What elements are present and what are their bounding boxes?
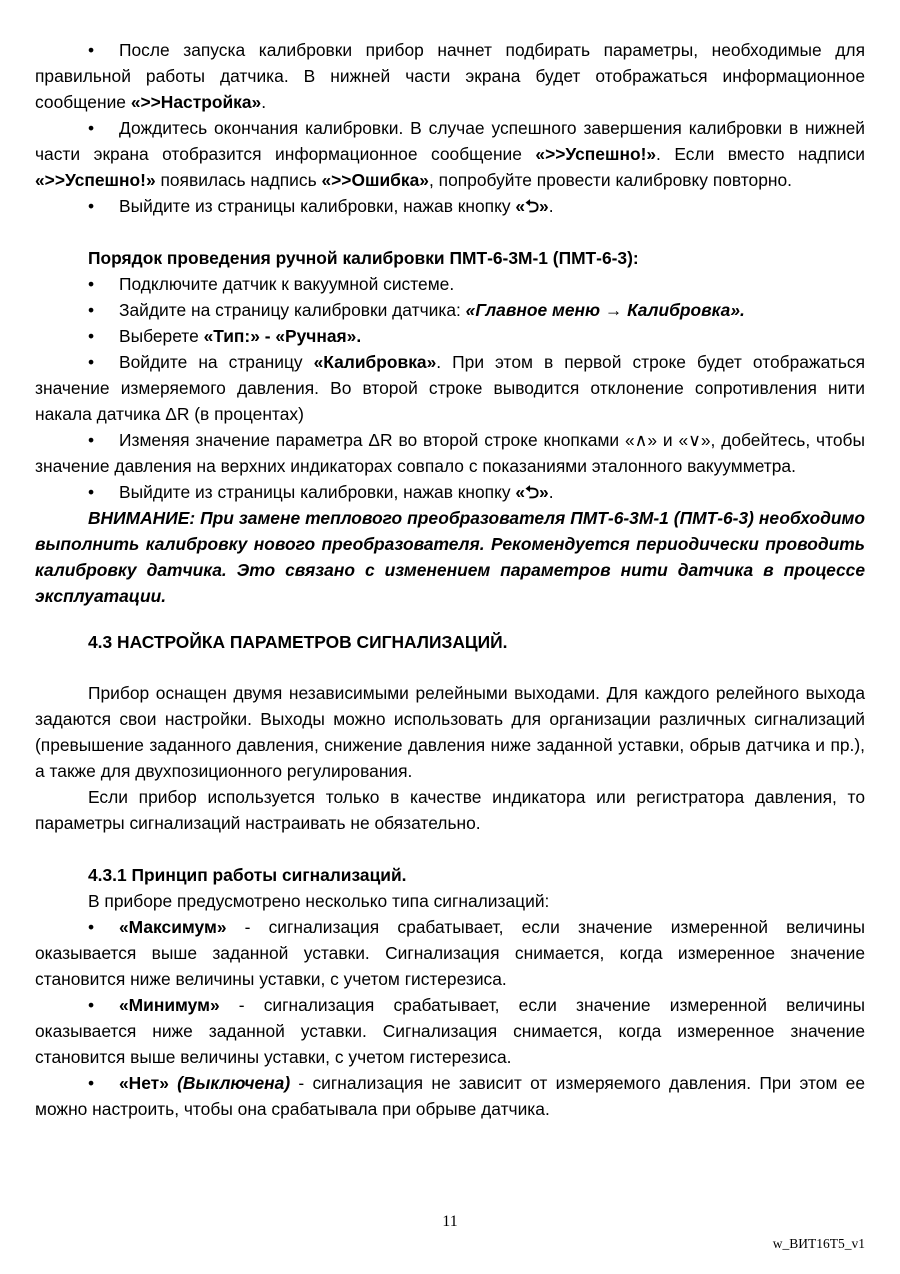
bullet-dot: •	[88, 1073, 95, 1093]
alarm-types-intro: В приборе предусмотрено несколько типа сигнализаций:	[88, 891, 550, 911]
bullet-dot: •	[88, 196, 95, 216]
page-number: 11	[442, 1213, 458, 1230]
calibration-bullet-start: • После запуска калибровки прибор начнет подбирать параметры, необходимые для правильной работы датчика. В нижней части экрана будет отображаться информационное сообщение «>>Настройка».	[35, 37, 865, 115]
bullet-dot: •	[88, 40, 95, 60]
manual-step-select-type: • Выберете «Тип:» - «Ручная».	[35, 323, 865, 349]
document-page	[35, 37, 865, 1122]
calibration-bullet-exit: • Выйдите из страницы калибровки, нажав кнопку «⮌».	[35, 193, 865, 219]
bullet-dot: •	[88, 274, 95, 294]
section-4-3-heading: 4.3 НАСТРОЙКА ПАРАМЕТРОВ СИГНАЛИЗАЦИЙ.	[88, 632, 508, 652]
bullet-dot: •	[88, 326, 95, 346]
alarm-type-maximum: • «Максимум» - сигнализация срабатывает, если значение измеренной величины оказывается выше заданной уставки. Сигнализация снимается, когда измеренное значение становится ниже величины уставки, с учетом гистерезиса.	[35, 914, 865, 992]
bullet-dot: •	[88, 300, 95, 320]
manual-calibration-heading: Порядок проведения ручной калибровки ПМТ-6-3М-1 (ПМТ-6-3):	[88, 248, 639, 268]
bullet-dot: •	[88, 118, 95, 138]
bullet-dot: •	[88, 482, 95, 502]
bullet-dot: •	[88, 430, 95, 450]
back-icon: «⮌»	[515, 482, 549, 502]
back-icon: «⮌»	[515, 196, 549, 216]
document-footer-code: w_ВИТ16Т5_v1	[772, 1236, 865, 1251]
calibration-bullet-wait: • Дождитесь окончания калибровки. В случае успешного завершения калибровки в нижней части экрана отобразится информационное сообщение «>>Успешно!». Если вместо надписи «>>Успешно!» появилась надпись «>>Ошибка», попробуйте провести калибровку повторно.	[35, 115, 865, 193]
manual-step-open-page: • Зайдите на страницу калибровки датчика: «Главное меню → Калибровка».	[35, 297, 865, 323]
alarm-type-minimum: • «Минимум» - сигнализация срабатывает, если значение измеренной величины оказывается ниже заданной уставки. Сигнализация снимается, когда измеренное значение становится выше величины уставки, с учетом гистерезиса.	[35, 992, 865, 1070]
alarm-type-none: • «Нет» (Выключена) - сигнализация не зависит от измеряемого давления. При этом ее можно настроить, чтобы она срабатывала при обрыве датчика.	[35, 1070, 865, 1122]
manual-step-enter-page: • Войдите на страницу «Калибровка». При этом в первой строке будет отображаться значение измеряемого давления. Во второй строке выводится отклонение сопротивления нити накала датчика ΔR (в процентах)	[35, 349, 865, 427]
bullet-dot: •	[88, 352, 95, 372]
relay-outputs-paragraph: Прибор оснащен двумя независимыми релейными выходами. Для каждого релейного выхода задаются свои настройки. Выходы можно использовать для организации различных сигнализаций (превышение заданного давления, снижение давления ниже заданной уставки, обрыв датчика и пр.), а также для двухпозиционного регулирования.	[35, 683, 865, 781]
warning-paragraph: ВНИМАНИЕ: При замене теплового преобразователя ПМТ-6-3М-1 (ПМТ-6-3) необходимо выполнить калибровку нового преобразователя. Рекомендуется периодически проводить калибровку датчика. Это связано с изменением параметров нити датчика в процессе эксплуатации.	[35, 508, 865, 606]
bullet-dot: •	[88, 995, 95, 1015]
bullet-dot: •	[88, 917, 95, 937]
section-4-3-1-heading: 4.3.1 Принцип работы сигнализаций.	[88, 865, 407, 885]
indicator-only-paragraph: Если прибор используется только в качестве индикатора или регистратора давления, то параметры сигнализаций настраивать не обязательно.	[35, 787, 865, 833]
manual-step-connect: • Подключите датчик к вакуумной системе.	[35, 271, 865, 297]
manual-step-adjust: • Изменяя значение параметра ΔR во второй строке кнопками «∧» и «∨», добейтесь, чтобы значение давления на верхних индикаторах совпало с показаниями эталонного вакуумметра.	[35, 427, 865, 479]
manual-step-exit: • Выйдите из страницы калибровки, нажав кнопку «⮌».	[35, 479, 865, 505]
